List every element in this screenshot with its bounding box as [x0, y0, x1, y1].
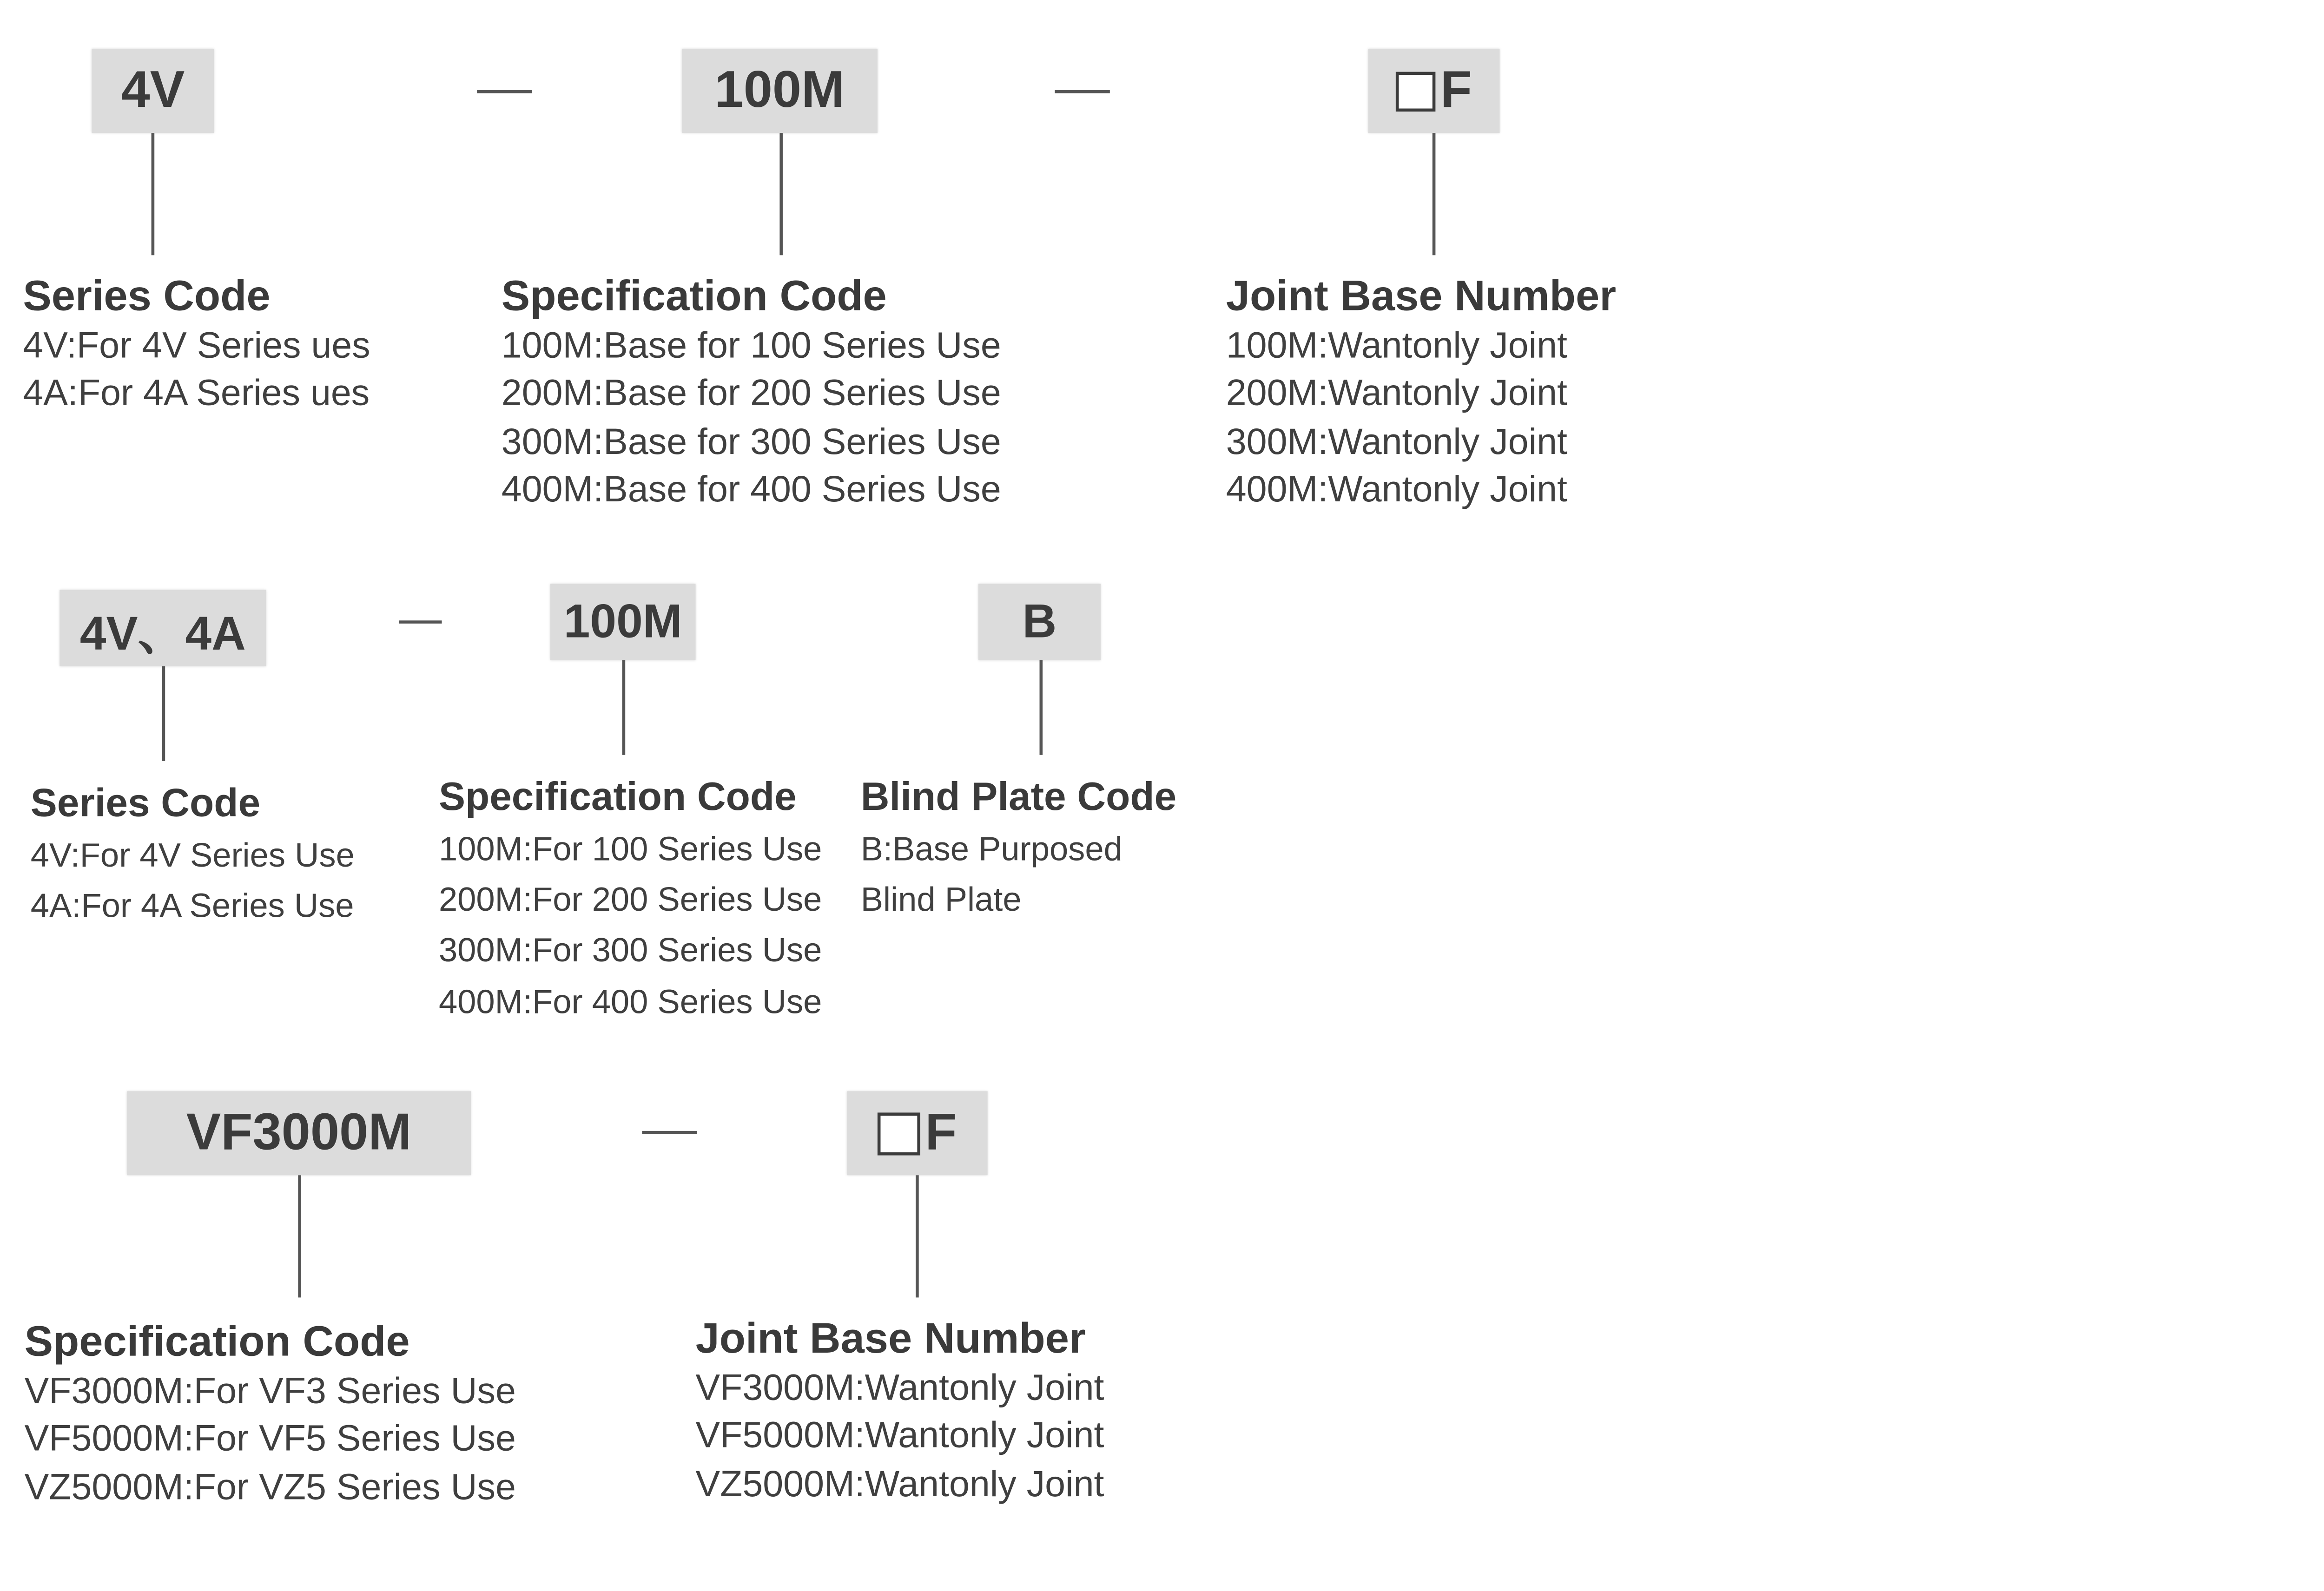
specification-code-group [25, 1316, 516, 1512]
blank-square-icon [878, 1112, 920, 1155]
blind-plate-code-box-label: B [1022, 594, 1057, 648]
list-item: VF5000M:Wantonly Joint [695, 1415, 1104, 1457]
group-heading: Blind Plate Code [860, 773, 1177, 819]
joint-base-number-box-label: F [1440, 61, 1472, 119]
group-heading: Specification Code [438, 773, 797, 819]
separator-dash [477, 90, 532, 92]
blind-plate-code-group [861, 769, 1176, 925]
connector-line [622, 660, 625, 755]
list-item: 100M:Wantonly Joint [1226, 325, 1567, 367]
specification-code-box [550, 584, 695, 660]
list-item: 4V:For 4V Series Use [30, 836, 355, 874]
specification-code-box-label: 100M [714, 61, 845, 119]
series-code-box [59, 590, 266, 666]
series-code-box [92, 49, 214, 133]
separator-dash [1055, 90, 1109, 92]
joint-base-number-box-label: F [925, 1103, 957, 1162]
series-code-box-label: 4V [121, 61, 185, 119]
specification-code-group [439, 769, 822, 1026]
specification-code-box-label: VF3000M [186, 1103, 412, 1162]
list-item: B:Base Purposed [860, 829, 1122, 868]
specification-code-box [682, 49, 878, 133]
group-heading: Series Code [30, 779, 261, 826]
connector-line [152, 133, 154, 255]
joint-base-number-group [1226, 270, 1616, 514]
list-item: 4A:For 4A Series Use [30, 887, 354, 925]
list-item: VF3000M:Wantonly Joint [695, 1367, 1104, 1409]
list-item: 400M:For 400 Series Use [438, 982, 822, 1020]
series-code-box-label: 4V、4A [79, 606, 246, 660]
list-item: 300M:Wantonly Joint [1226, 421, 1567, 463]
list-item: 4A:For 4A Series ues [23, 373, 370, 415]
joint-base-number-box [1368, 49, 1500, 133]
separator-dash [399, 620, 442, 624]
specification-code-box [127, 1091, 471, 1175]
list-item: 200M:Wantonly Joint [1226, 373, 1567, 415]
list-item: 100M:For 100 Series Use [438, 829, 822, 868]
group-heading: Specification Code [24, 1317, 410, 1365]
list-item: VZ5000M:For VZ5 Series Use [24, 1466, 516, 1508]
list-item: VZ5000M:Wantonly Joint [695, 1464, 1104, 1506]
list-item: Blind Plate [860, 881, 1022, 919]
list-item: 100M:Base for 100 Series Use [501, 325, 1001, 367]
list-item: 400M:Base for 400 Series Use [501, 469, 1001, 511]
connector-line [1433, 133, 1435, 255]
joint-base-number-box [847, 1091, 988, 1175]
list-item: VF5000M:For VF5 Series Use [24, 1419, 516, 1460]
connector-line [779, 133, 782, 255]
connector-line [1040, 660, 1042, 755]
group-heading: Specification Code [501, 272, 887, 320]
group-heading: Series Code [23, 272, 271, 320]
connector-line [916, 1175, 918, 1297]
series-code-group [23, 270, 370, 418]
specification-code-group [502, 270, 1001, 514]
list-item: 300M:Base for 300 Series Use [501, 421, 1001, 463]
connector-line [298, 1175, 300, 1297]
blind-plate-code-box [978, 584, 1101, 660]
separator-dash [642, 1131, 697, 1133]
group-heading: Joint Base Number [695, 1314, 1086, 1362]
list-item: 200M:For 200 Series Use [438, 881, 822, 919]
list-item: VF3000M:For VF3 Series Use [24, 1371, 516, 1413]
specification-code-box-label: 100M [563, 594, 682, 648]
blank-square-icon [1396, 71, 1436, 111]
connector-line [162, 666, 165, 761]
joint-base-number-group [695, 1313, 1104, 1509]
list-item: 300M:For 300 Series Use [438, 931, 822, 970]
list-item: 400M:Wantonly Joint [1226, 469, 1567, 511]
series-code-group [31, 775, 355, 932]
list-item: 4V:For 4V Series ues [23, 325, 370, 367]
group-heading: Joint Base Number [1226, 272, 1617, 320]
list-item: 200M:Base for 200 Series Use [501, 373, 1001, 415]
